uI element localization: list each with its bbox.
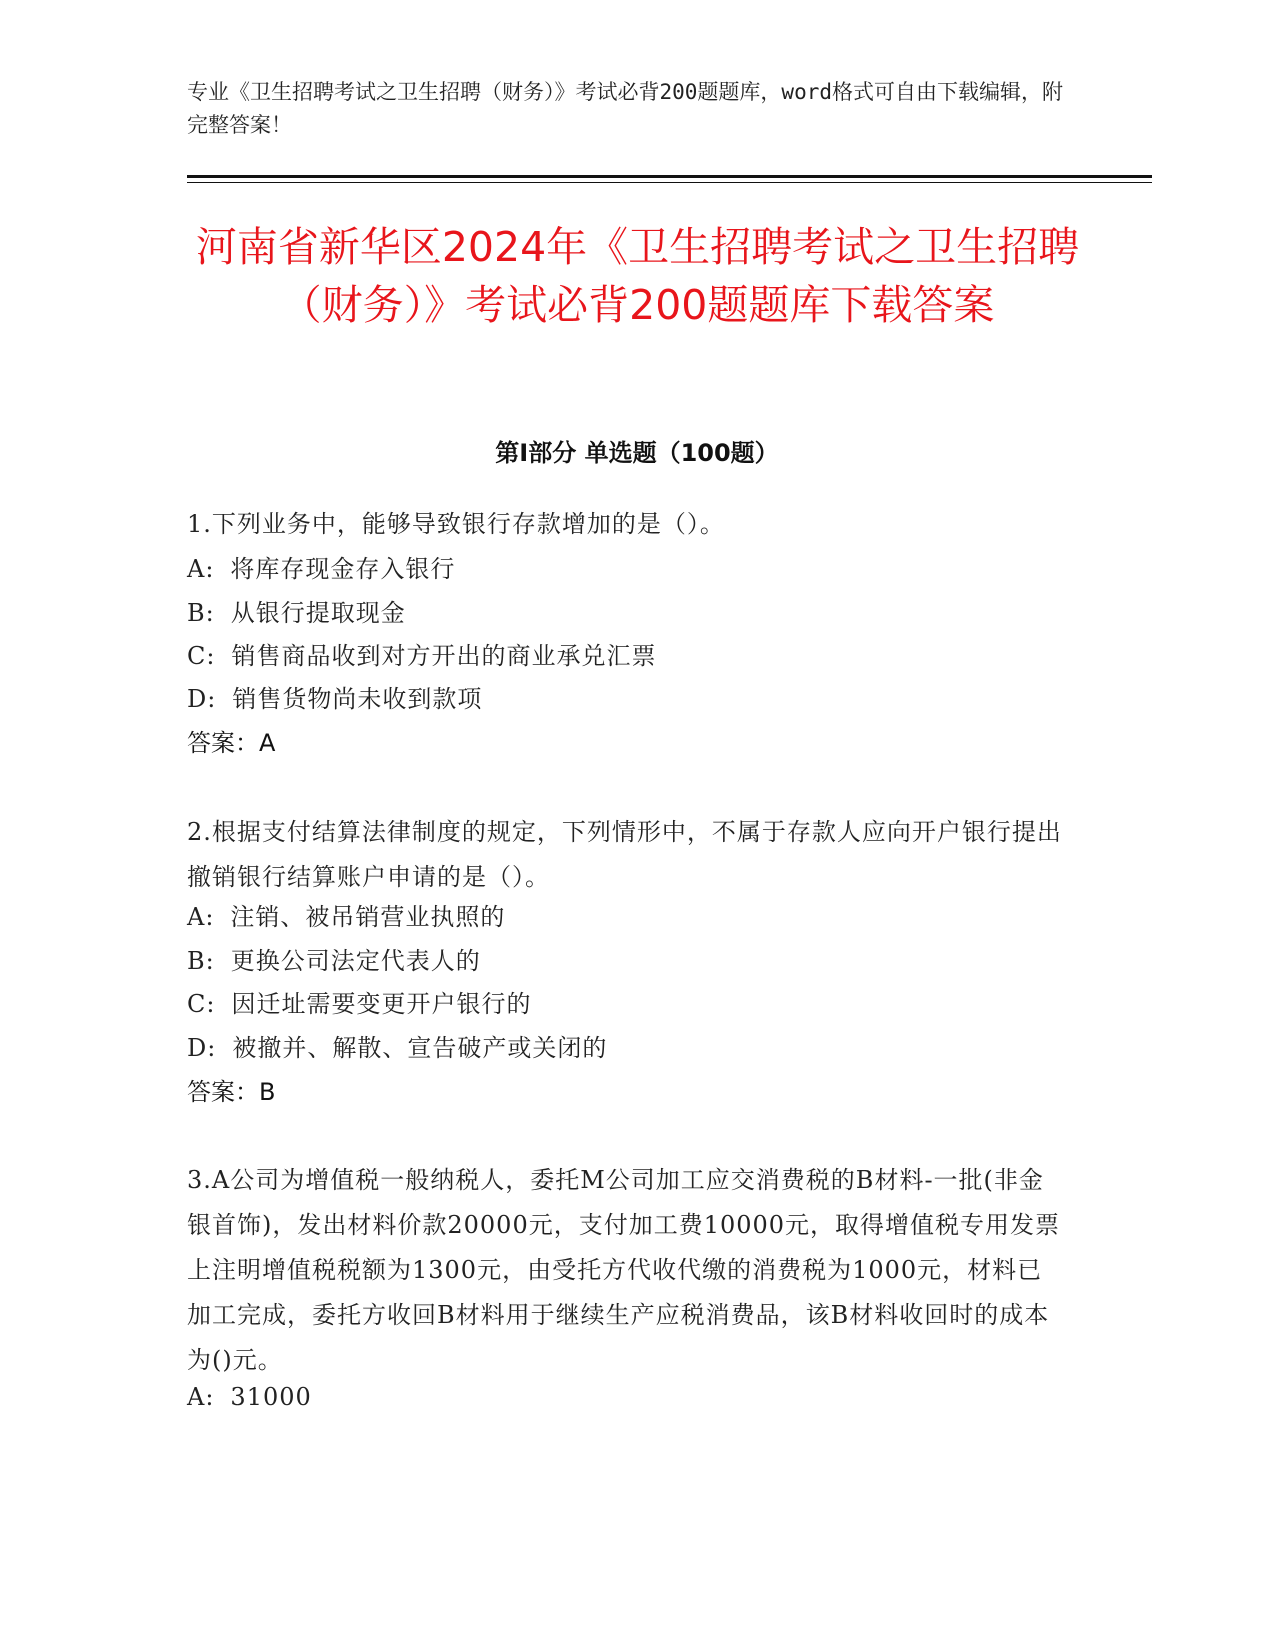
answer-label: 答案： [187, 1078, 259, 1106]
question-1-answer [187, 727, 275, 759]
question-1-option-a [187, 553, 455, 585]
option-text: 销售商品收到对方开出的商业承兑汇票 [231, 642, 657, 670]
answer-label: 答案： [187, 729, 259, 757]
option-text: 销售货物尚未收到款项 [232, 685, 483, 713]
header-rule-thick [187, 175, 1152, 178]
question-3-text: 3.A公司为增值税一般纳税人，委托M公司加工应交消费税的B材料-一批(非金银首饰)，发出材料价款20000元，支付加工费10000元，取得增值税专用发票上注明增值税税额为1300元，由受托方代收代缴的消费税为1000元，材料已加工完成，委托方收回B材料用于继续生产应税消费品，该B材料收回时的成本为()元。 [187, 1166, 1061, 1374]
option-letter: A: [187, 555, 215, 583]
document-title: 河南省新华区2024年《卫生招聘考试之卫生招聘（财务）》考试必背200题题库下载答案 [195, 223, 1080, 329]
question-2-option-b [187, 945, 481, 977]
question-2-option-a [187, 901, 505, 933]
question-1-option-c [187, 640, 656, 672]
option-letter: D: [187, 1034, 217, 1062]
option-letter: A: [187, 903, 215, 931]
answer-value: B [259, 1078, 276, 1106]
option-text: 将库存现金存入银行 [230, 555, 456, 583]
option-text: 更换公司法定代表人的 [230, 947, 481, 975]
question-1-option-d [187, 683, 482, 715]
option-letter: C: [187, 990, 216, 1018]
question-3-option-a [187, 1381, 312, 1413]
question-2-text: 2.根据支付结算法律制度的规定，下列情形中，不属于存款人应向开户银行提出撤销银行结算账户申请的是（）。 [187, 818, 1062, 891]
option-text: 注销、被吊销营业执照的 [230, 903, 506, 931]
question-1-option-b [187, 597, 406, 629]
option-letter: B: [187, 947, 215, 975]
question-2-answer [187, 1076, 275, 1108]
option-text: 因迁址需要变更开户银行的 [231, 990, 532, 1018]
section-heading: 第I部分 单选题（100题） [495, 439, 779, 467]
header-rule-thin [187, 182, 1152, 183]
question-1-text: 1.下列业务中，能够导致银行存款增加的是（）。 [187, 510, 725, 538]
question-2-option-c [187, 988, 531, 1020]
option-letter: B: [187, 599, 215, 627]
option-text: 31000 [230, 1383, 312, 1411]
header-note: 专业《卫生招聘考试之卫生招聘（财务）》考试必背200题题库，word格式可自由下载编辑，附完整答案！ [187, 80, 1063, 137]
answer-value: A [259, 729, 276, 757]
option-letter: A: [187, 1383, 215, 1411]
option-text: 从银行提取现金 [230, 599, 406, 627]
option-letter: C: [187, 642, 216, 670]
option-text: 被撤并、解散、宣告破产或关闭的 [232, 1034, 608, 1062]
option-letter: D: [187, 685, 217, 713]
question-2-option-d [187, 1032, 607, 1064]
